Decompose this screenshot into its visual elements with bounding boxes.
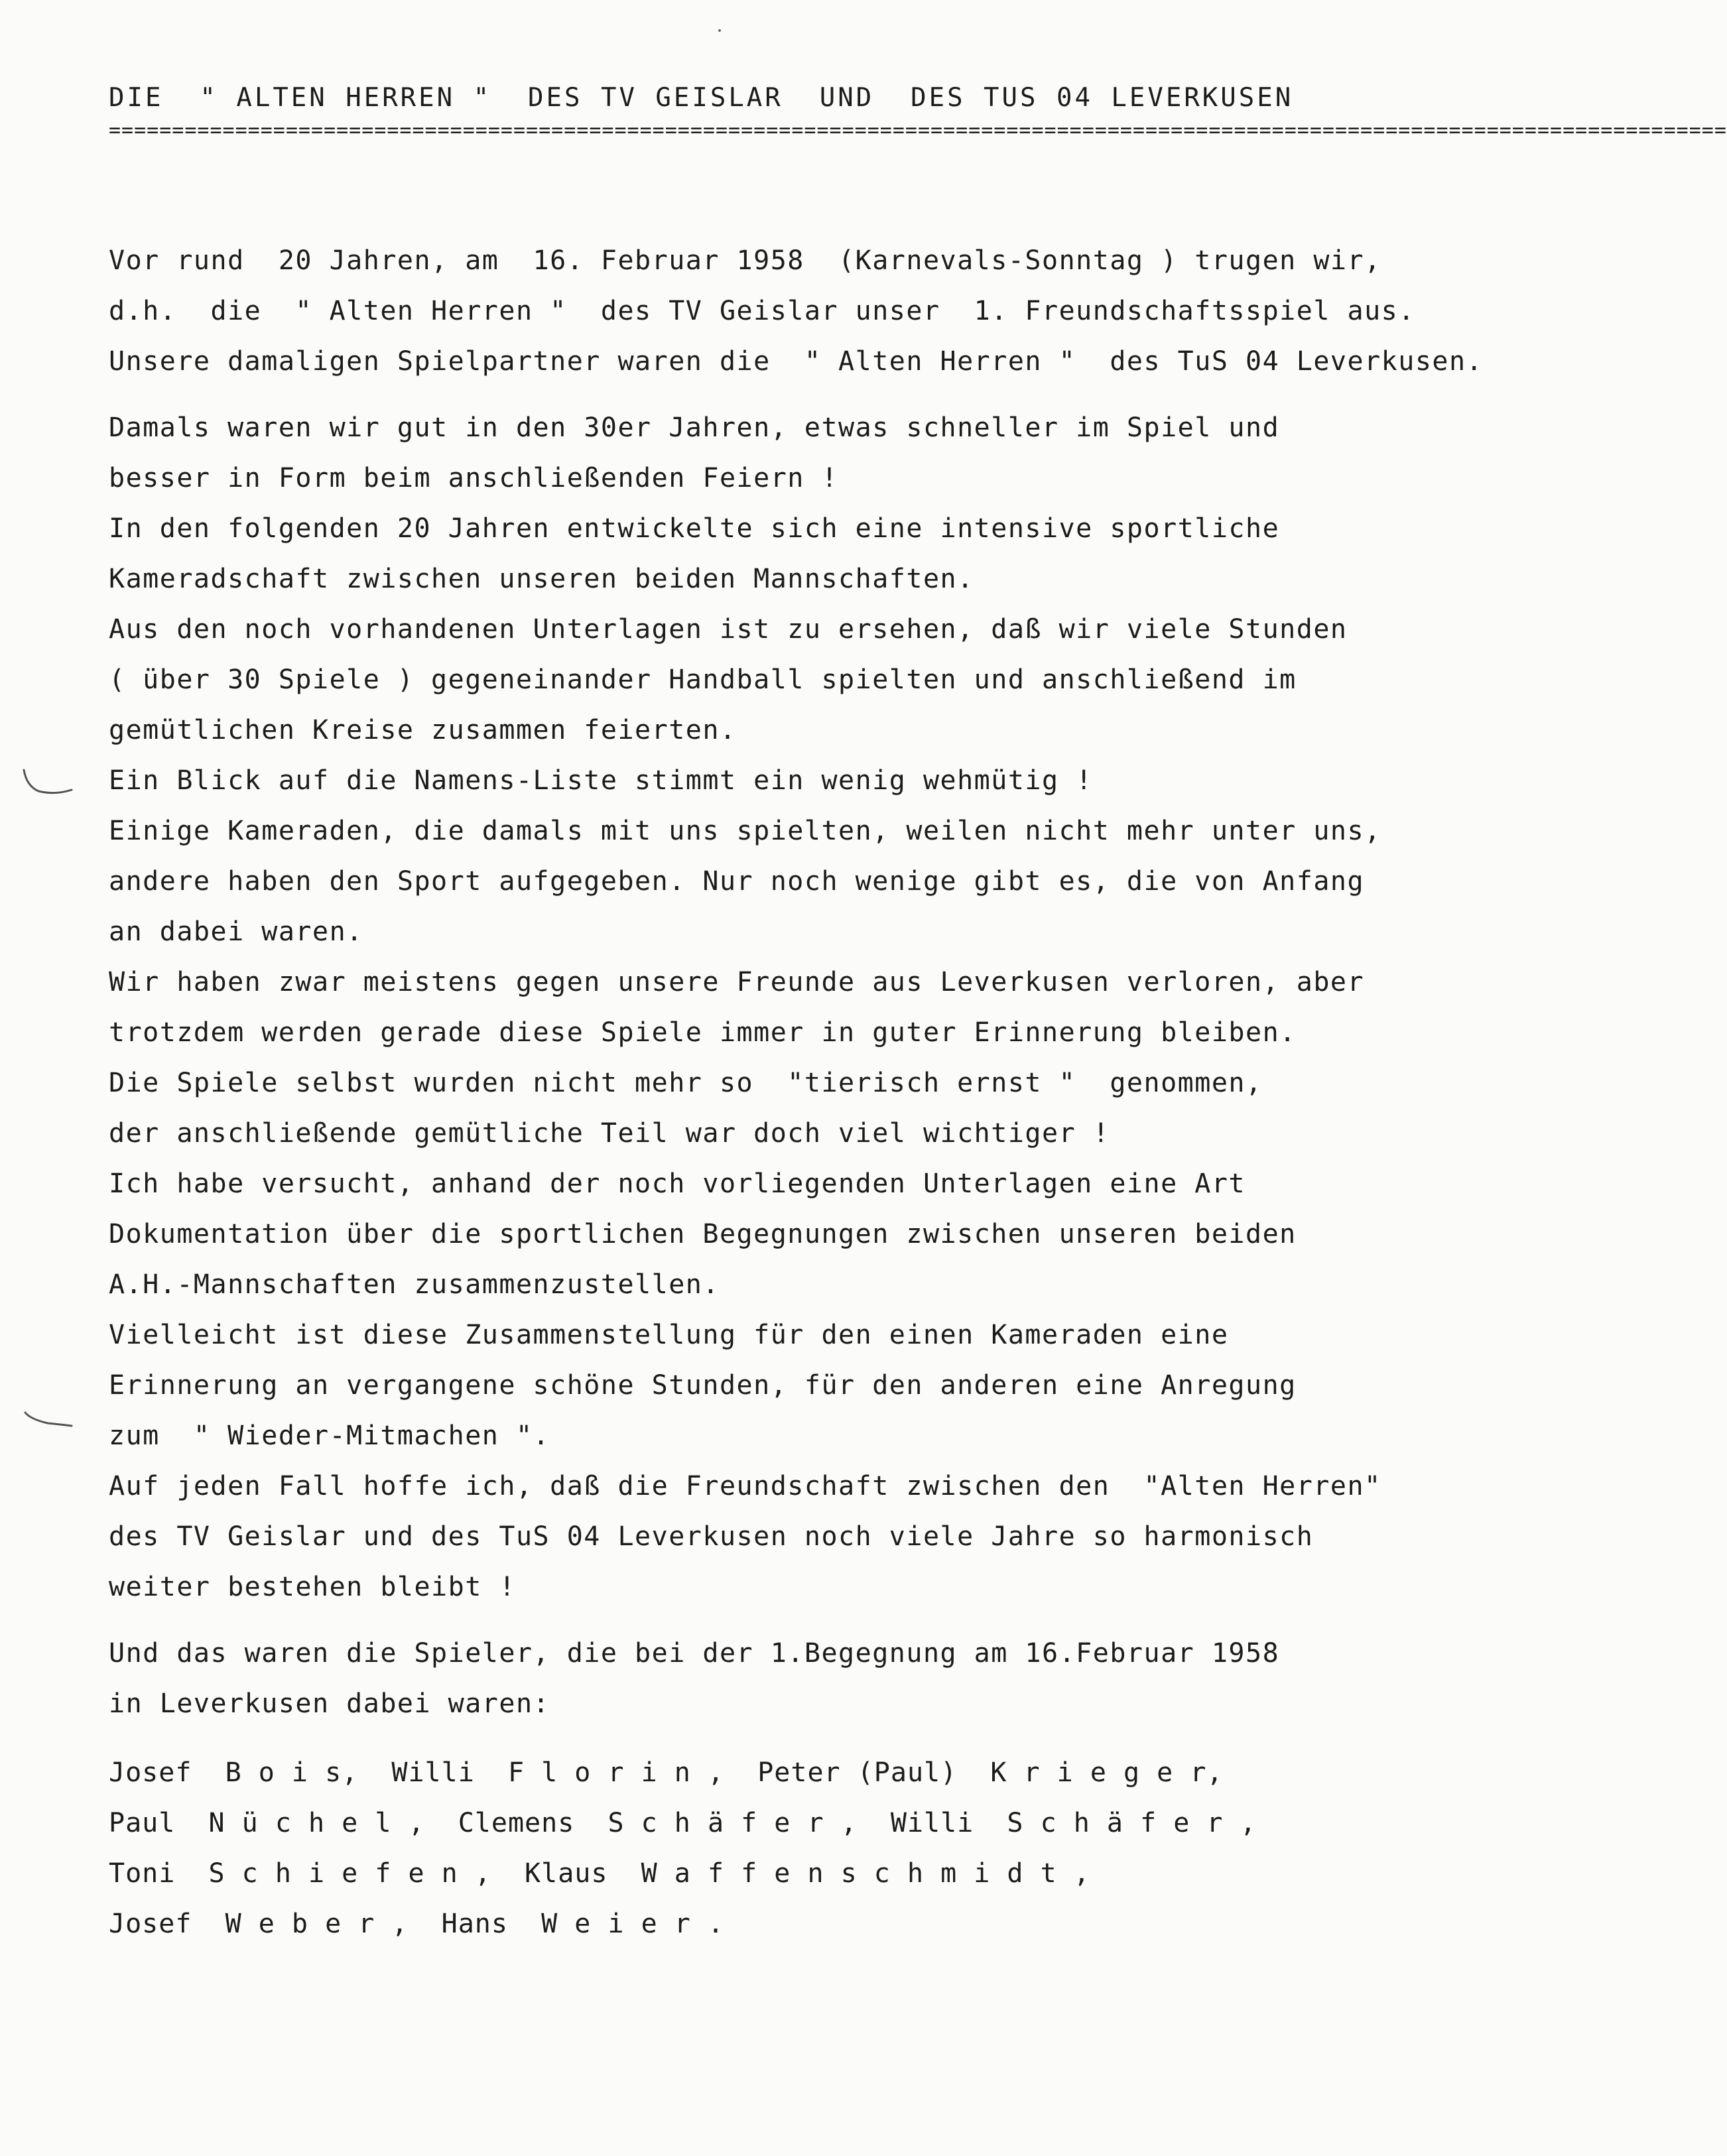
text-line: d.h. die " Alten Herren " des TV Geislar unser 1. Freundschaftsspiel aus. [109,296,1415,326]
text-line: Vor rund 20 Jahren, am 16. Februar 1958 (Karnevals-Sonntag ) trugen wir, [109,245,1381,276]
text-line: Unsere damaligen Spielpartner waren die " Alten Herren " des TuS 04 Leverkusen. [109,346,1484,377]
text-line: Die Spiele selbst wurden nicht mehr so "tierisch ernst " genommen, [109,1068,1263,1098]
player-row: Paul N ü c h e l , Clemens S c h ä f e r , Willi S c h ä f e r , [109,1808,1257,1838]
title-block [109,78,1727,142]
title-underline: ================================================================================================================================ [109,119,1727,142]
player-row: Josef W e b e r , Hans W e i e r . [109,1909,725,1939]
text-line: Wir haben zwar meistens gegen unsere Freunde aus Leverkusen verloren, aber [109,967,1365,997]
text-line: Und das waren die Spieler, die bei der 1.Begegnung am 16.Februar 1958 [109,1638,1280,1669]
paragraph [109,1628,1555,1729]
text-line: weiter bestehen bleibt ! [109,1572,516,1602]
text-line: trotzdem werden gerade diese Spiele immer in guter Erinnerung bleiben. [109,1017,1297,1048]
text-line: Erinnerung an vergangene schöne Stunden, für den anderen eine Anregung [109,1370,1297,1401]
text-line: In den folgenden 20 Jahren entwickelte sich eine intensive sportliche [109,513,1280,544]
player-list [109,1747,1502,1949]
text-line: an dabei waren. [109,917,363,947]
text-line: Dokumentation über die sportlichen Begegnungen zwischen unseren beiden [109,1219,1297,1249]
text-line: Kameradschaft zwischen unseren beiden Mannschaften. [109,564,974,594]
text-line: besser in Form beim anschließenden Feiern ! [109,463,839,493]
text-line: der anschließende gemütliche Teil war doch viel wichtiger ! [109,1118,1110,1149]
paragraph [109,403,1555,1612]
player-row: Josef B o i s, Willi F l o r i n , Peter (Paul) K r i e g e r, [109,1757,1224,1788]
text-line: Auf jeden Fall hoffe ich, daß die Freundschaft zwischen den "Alten Herren" [109,1471,1381,1501]
text-line: Damals waren wir gut in den 30er Jahren, etwas schneller im Spiel und [109,412,1280,443]
player-row: Toni S c h i e f e n , Klaus W a f f e n s c h m i d t , [109,1858,1090,1889]
text-line: des TV Geislar und des TuS 04 Leverkusen noch viele Jahre so harmonisch [109,1521,1314,1552]
paper-speck [718,29,721,32]
text-line: Ein Blick auf die Namens-Liste stimmt ein wenig wehmütig ! [109,765,1093,796]
document-title: DIE " ALTEN HERREN " DES TV GEISLAR UND DES TUS 04 LEVERKUSEN [109,83,1294,113]
paragraph [109,235,1555,387]
text-line: gemütlichen Kreise zusammen feierten. [109,715,737,745]
text-line: Einige Kameraden, die damals mit uns spielten, weilen nicht mehr unter uns, [109,816,1381,846]
text-line: zum " Wieder-Mitmachen ". [109,1421,550,1451]
letter-body [109,235,1555,1729]
text-line: in Leverkusen dabei waren: [109,1688,550,1719]
margin-pencil-mark [19,766,78,799]
text-line: andere haben den Sport aufgegeben. Nur noch wenige gibt es, die von Anfang [109,866,1365,897]
margin-pencil-mark [21,1405,81,1438]
text-line: A.H.-Mannschaften zusammenzustellen. [109,1269,720,1300]
text-line: ( über 30 Spiele ) gegeneinander Handball spielten und anschließend im [109,665,1297,695]
text-line: Ich habe versucht, anhand der noch vorliegenden Unterlagen eine Art [109,1169,1246,1199]
text-line: Vielleicht ist diese Zusammenstellung für den einen Kameraden eine [109,1320,1229,1350]
text-line: Aus den noch vorhandenen Unterlagen ist zu ersehen, daß wir viele Stunden [109,614,1348,645]
